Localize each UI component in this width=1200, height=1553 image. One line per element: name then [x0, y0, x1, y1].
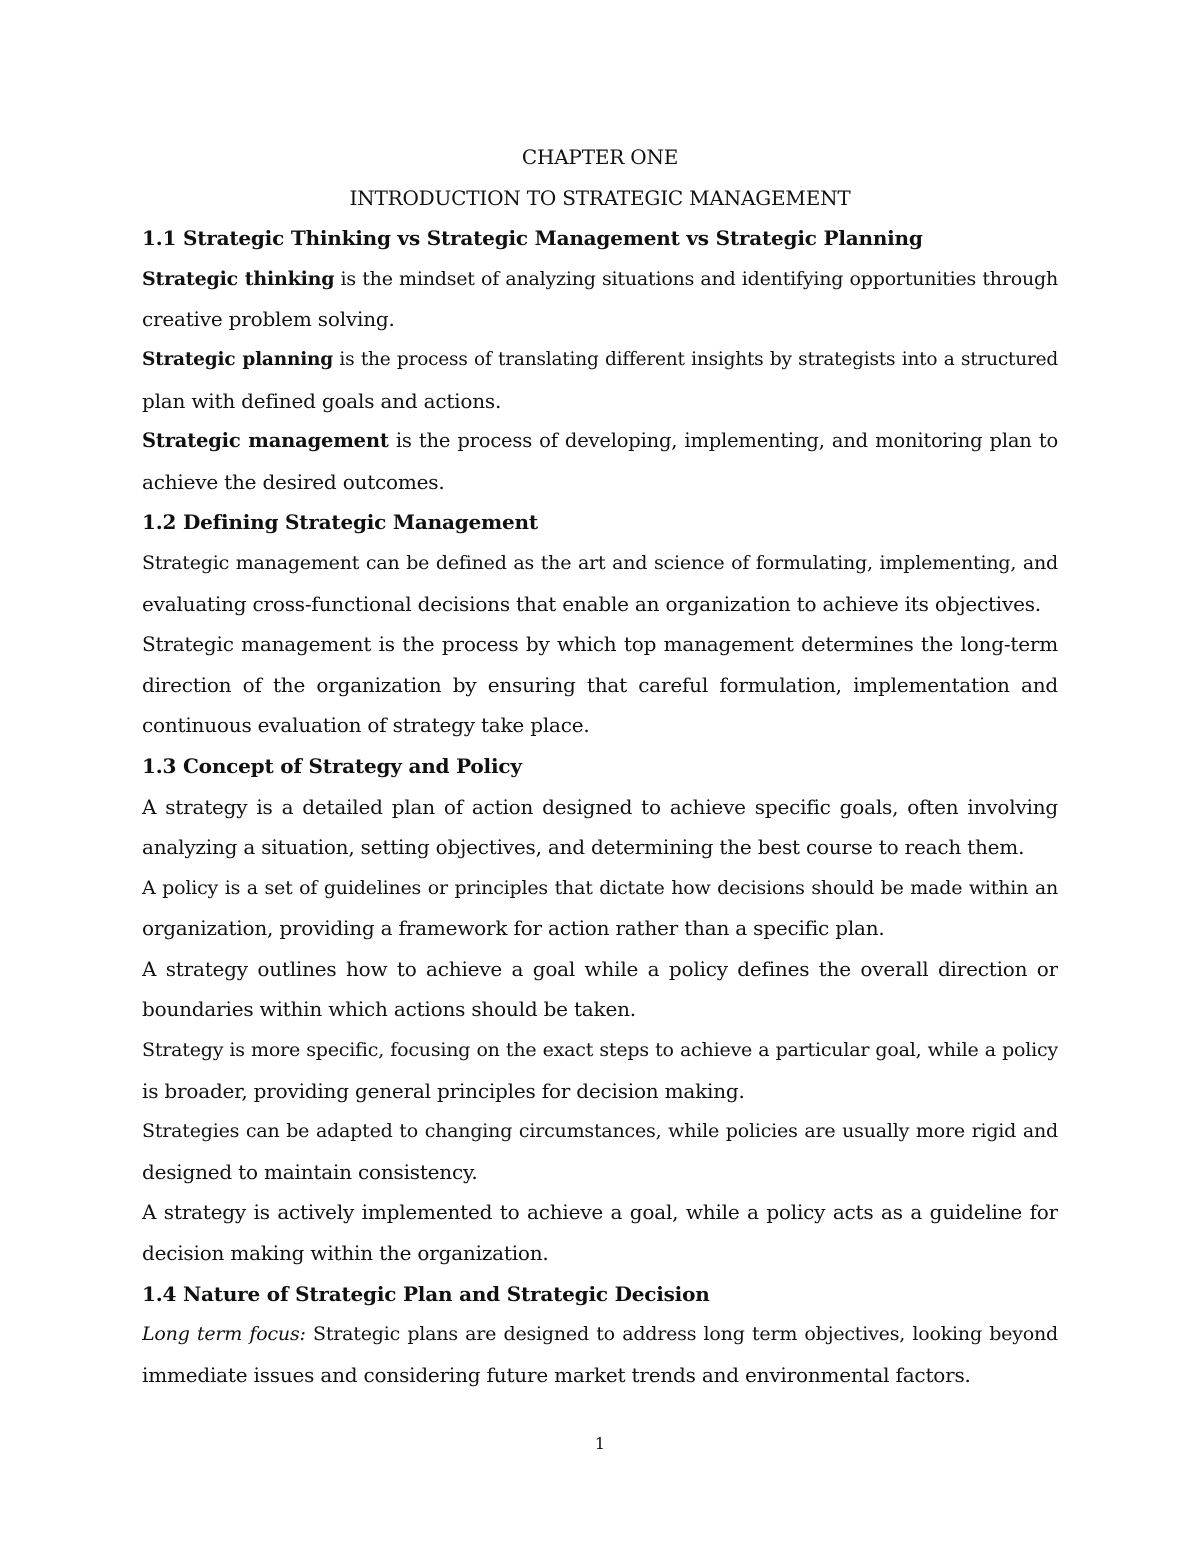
paragraph-line: A strategy outlines how to achieve a goal while a policy defines the overall direction or [142, 956, 1058, 981]
paragraph-line: designed to maintain consistency. [142, 1159, 478, 1184]
paragraph-line: achieve the desired outcomes. [142, 469, 445, 494]
chapter-label: CHAPTER ONE [521, 145, 679, 169]
paragraph-line: Strategic management is the process by which top management determines the long-term [142, 632, 1058, 657]
paragraph-line: Strategies can be adapted to changing circumstances, while policies are usually more rigid and [142, 1120, 1058, 1143]
paragraph-line [142, 1314, 1058, 1355]
paragraph-text: is the mindset of analyzing situations and identifying opportunities through [334, 267, 1058, 290]
paragraph-line: direction of the organization by ensuring that careful formulation, implementation and [142, 672, 1058, 697]
paragraph-line: creative problem solving. [142, 307, 395, 332]
paragraph-line: analyzing a situation, setting objectives, and determining the best course to reach them. [142, 835, 1025, 860]
paragraph-line: immediate issues and considering future market trends and environmental factors. [142, 1362, 971, 1387]
paragraph-line [142, 421, 1058, 462]
paragraph-line: plan with defined goals and actions. [142, 388, 502, 413]
section-heading-1-2: 1.2 Defining Strategic Management [142, 510, 538, 535]
paragraph-line: is broader, providing general principles for decision making. [142, 1078, 745, 1103]
paragraph-line: organization, providing a framework for action rather than a specific plan. [142, 916, 885, 941]
paragraph-line: A strategy is actively implemented to achieve a goal, while a policy acts as a guideline for [142, 1200, 1058, 1225]
section-heading-1-1: 1.1 Strategic Thinking vs Strategic Management vs Strategic Planning [142, 226, 923, 251]
chapter-title: INTRODUCTION TO STRATEGIC MANAGEMENT [349, 185, 851, 210]
page-number: 1 [594, 1434, 606, 1453]
section-heading-1-4: 1.4 Nature of Strategic Plan and Strategic Decision [142, 1281, 710, 1306]
paragraph-line: Strategic management can be defined as the art and science of formulating, implementing, and [142, 551, 1058, 574]
paragraph-text: Strategic plans are designed to address long term objectives, looking beyond [305, 1323, 1058, 1346]
paragraph-line: evaluating cross-functional decisions that enable an organization to achieve its objectives. [142, 591, 1041, 616]
defined-term: Long term focus: [142, 1323, 306, 1346]
defined-term: Strategic management [142, 429, 389, 453]
paragraph-line: A strategy is a detailed plan of action designed to achieve specific goals, often involving [142, 794, 1058, 819]
paragraph-line: Strategy is more specific, focusing on the exact steps to achieve a particular goal, while a policy [142, 1039, 1058, 1062]
defined-term: Strategic thinking [142, 267, 335, 290]
paragraph-text: is the process of developing, implementing, and monitoring plan to [388, 429, 1058, 453]
page-content [142, 137, 1058, 1395]
section-heading-1-3: 1.3 Concept of Strategy and Policy [142, 753, 522, 778]
paragraph-line [142, 340, 1058, 381]
paragraph-text: is the process of translating different insights by strategists into a structured [333, 348, 1058, 370]
defined-term: Strategic planning [142, 348, 334, 370]
paragraph-line [142, 259, 1058, 300]
paragraph-line: A policy is a set of guidelines or principles that dictate how decisions should be made within an [142, 876, 1058, 899]
paragraph-line: continuous evaluation of strategy take place. [142, 713, 590, 738]
paragraph-line: decision making within the organization. [142, 1241, 549, 1266]
paragraph-line: boundaries within which actions should be taken. [142, 997, 636, 1022]
